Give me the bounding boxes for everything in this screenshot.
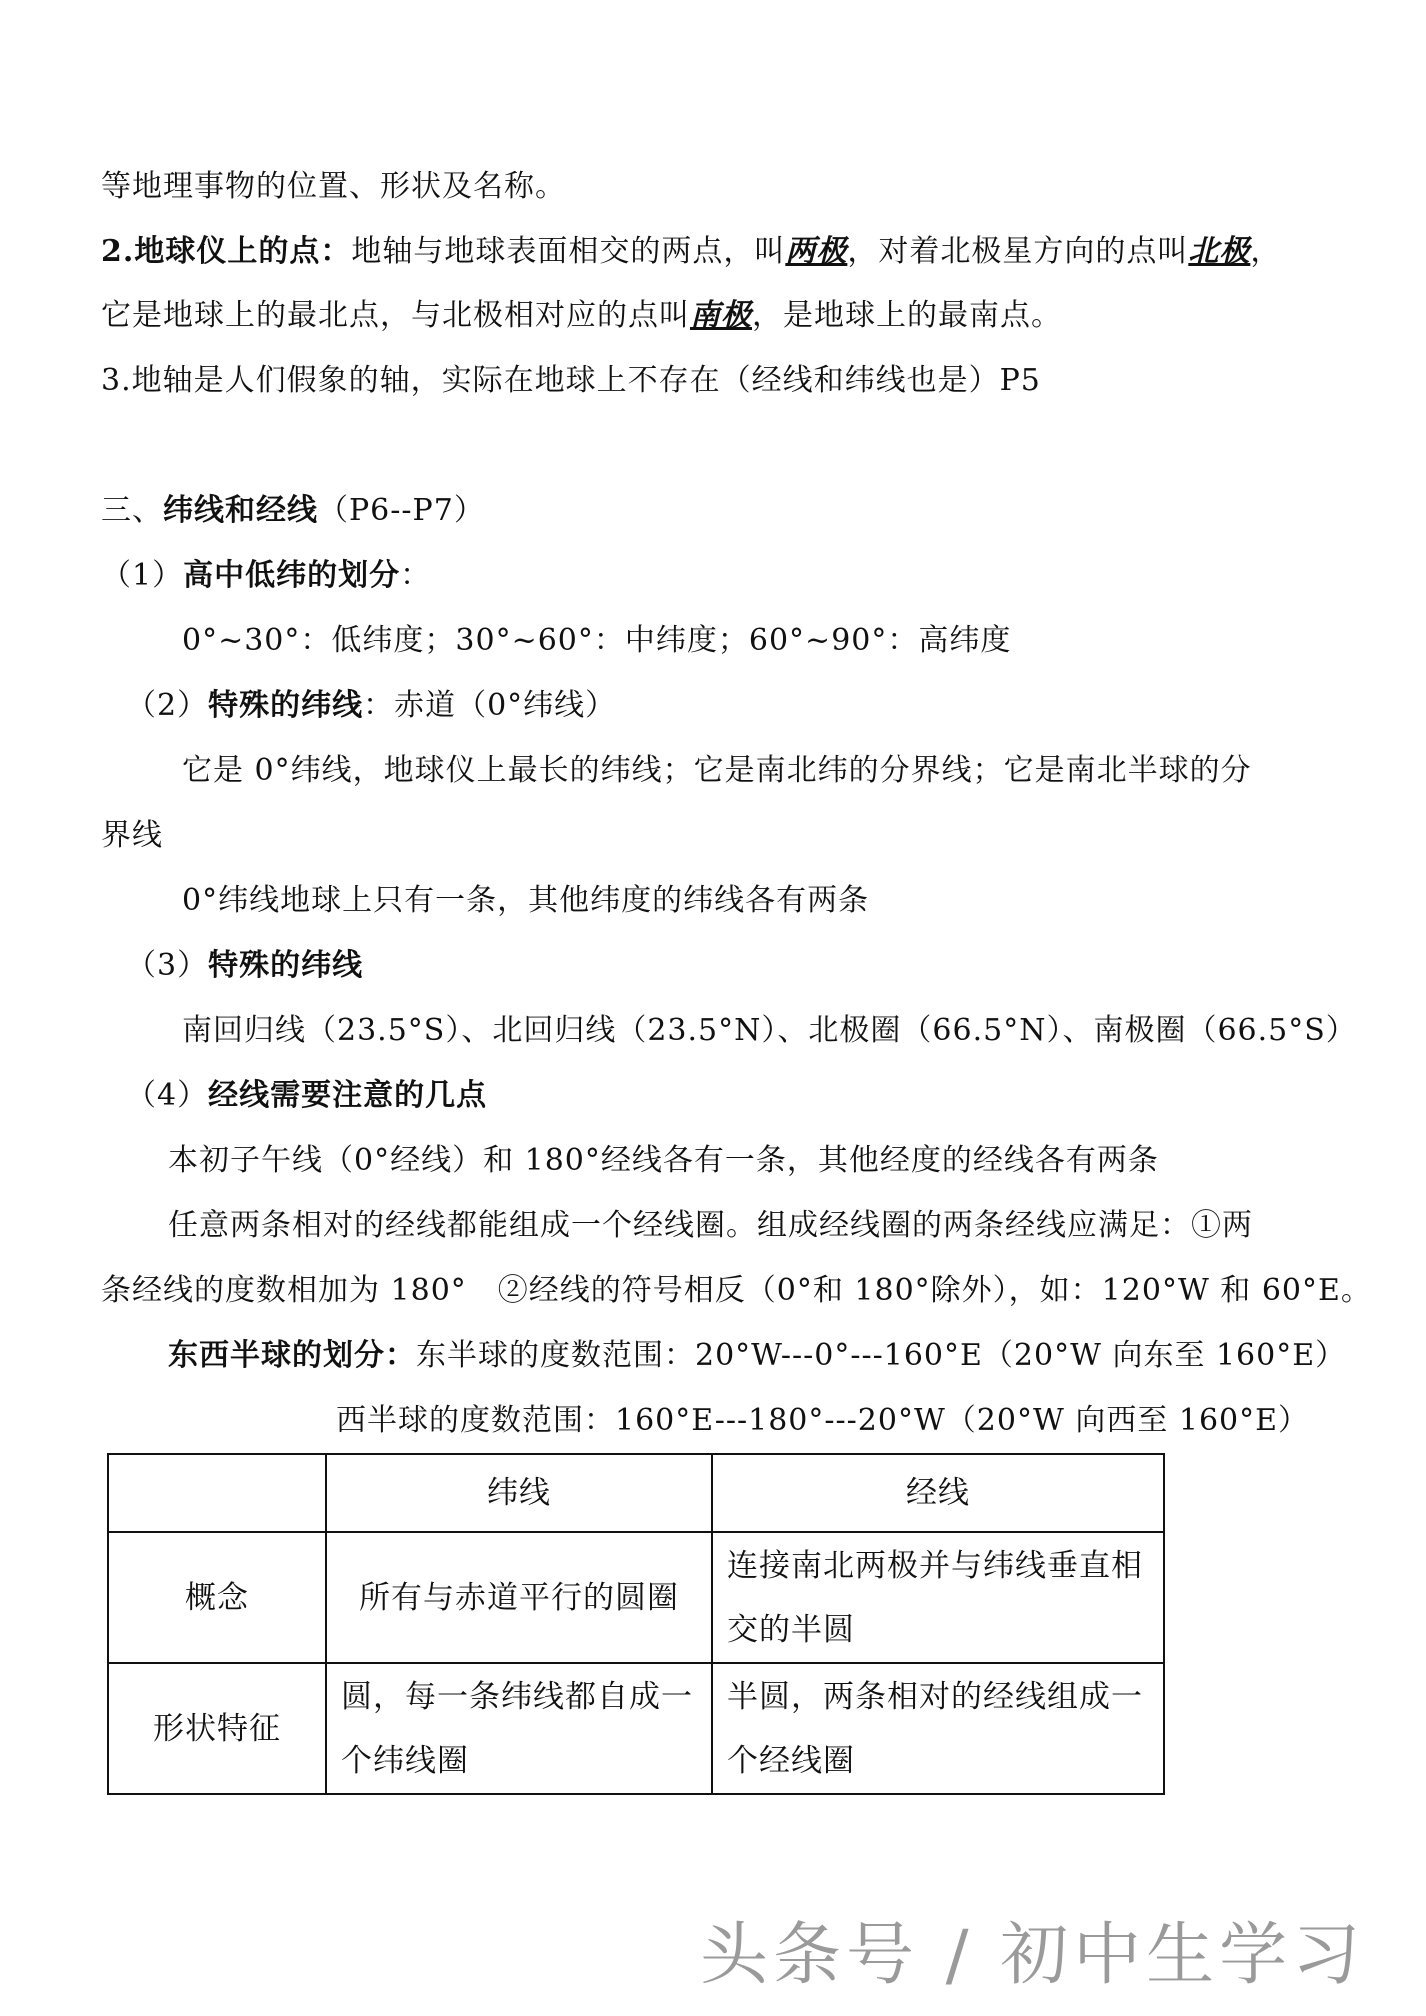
sub-4-heading	[126, 1074, 487, 1118]
point-3: 3.地轴是人们假象的轴，实际在地球上不存在（经线和纬线也是）P5	[101, 363, 1041, 398]
point-2-line2-a: 它是地球上的最北点，与北极相对应的点叫	[101, 298, 690, 333]
sub-1-title: 高中低纬的划分	[183, 558, 401, 593]
cell-latitude-concept: 所有与赤道平行的圆圈	[326, 1532, 712, 1663]
hemisphere-east-line	[168, 1334, 1346, 1378]
sub-4-title: 经线需要注意的几点	[208, 1078, 488, 1113]
table-header-latitude: 纬线	[326, 1454, 712, 1532]
section-3-heading: 纬线和经线	[163, 493, 318, 528]
sub-2-heading	[126, 684, 616, 728]
point-2-line2-b: ，是地球上的最南点。	[752, 298, 1062, 333]
sub-4-number: （4）	[126, 1078, 209, 1113]
sub-1-number: （1）	[101, 558, 184, 593]
cell-latitude-shape: 圆，每一条纬线都自成一个纬线圈	[326, 1663, 712, 1794]
sub-3-title: 特殊的纬线	[208, 948, 364, 983]
row-label-concept: 概念	[108, 1532, 326, 1663]
point-2-label: 2.地球仪上的点：	[101, 234, 352, 269]
sub-4-text-2-cont: 条经线的度数相加为 180° ②经线的符号相反（0°和 180°除外），如：120°W 和 60°E。	[101, 1273, 1372, 1308]
hemisphere-east: 东半球的度数范围：20°W---0°---160°E（20°W 向东至 160°E）	[416, 1338, 1347, 1373]
comparison-table	[107, 1453, 1165, 1795]
continued-line: 等地理事物的位置、形状及名称。	[101, 169, 566, 204]
table-row	[108, 1663, 1164, 1794]
sub-4-text-2: 任意两条相对的经线都能组成一个经线圈。组成经线圈的两条经线应满足：①两	[168, 1208, 1253, 1243]
point-2-line-2	[101, 294, 1062, 338]
point-2-text-a: 地轴与地球表面相交的两点，叫	[351, 234, 786, 269]
table-header-empty	[108, 1454, 326, 1532]
row-label-shape: 形状特征	[108, 1663, 326, 1794]
section-3-title	[101, 489, 485, 533]
table-header-longitude: 经线	[712, 1454, 1164, 1532]
section-3-number: 三、	[101, 493, 163, 528]
sub-3-heading	[126, 944, 363, 988]
hemisphere-label: 东西半球的划分：	[168, 1338, 416, 1373]
keyword-two-poles: 两极	[785, 234, 848, 269]
sub-2-title: 特殊的纬线	[208, 688, 364, 723]
sub-4-text-1: 本初子午线（0°经线）和 180°经线各有一条，其他经度的经线各有两条	[168, 1143, 1159, 1178]
sub-3-text: 南回归线（23.5°S）、北回归线（23.5°N）、北极圈（66.5°N）、南极圈（66.5°S）	[182, 1013, 1357, 1048]
sub-2-text-1-cont: 界线	[101, 818, 163, 853]
sub-2-rest: ：赤道（0°纬线）	[363, 688, 617, 723]
sub-1-text: 0°~30°：低纬度；30°~60°：中纬度；60°~90°：高纬度	[182, 623, 1012, 658]
sub-2-text-1: 它是 0°纬线，地球仪上最长的纬线；它是南北纬的分界线；它是南北半球的分	[182, 753, 1252, 788]
point-2-text-c: ，	[1250, 234, 1282, 269]
point-2-text-b: ，对着北极星方向的点叫	[847, 234, 1189, 269]
keyword-south-pole: 南极	[690, 298, 752, 333]
cell-longitude-shape: 半圆，两条相对的经线组成一个经线圈	[712, 1663, 1164, 1794]
sub-1-colon: ：	[400, 558, 432, 593]
section-3-pages: （P6--P7）	[318, 493, 485, 528]
sub-2-text-2: 0°纬线地球上只有一条，其他纬度的纬线各有两条	[182, 883, 870, 918]
cell-longitude-concept: 连接南北两极并与纬线垂直相交的半圆	[712, 1532, 1164, 1663]
keyword-north-pole: 北极	[1188, 234, 1251, 269]
table-header-row	[108, 1454, 1164, 1532]
table-row	[108, 1532, 1164, 1663]
point-2-line-1	[101, 230, 1281, 274]
hemisphere-west: 西半球的度数范围：160°E---180°---20°W（20°W 向西至 160°E）	[336, 1403, 1310, 1438]
sub-2-number: （2）	[126, 688, 209, 723]
sub-3-number: （3）	[126, 948, 209, 983]
sub-1-heading	[101, 554, 431, 598]
watermark: 头条号 / 初中生学习	[700, 1916, 1366, 1995]
